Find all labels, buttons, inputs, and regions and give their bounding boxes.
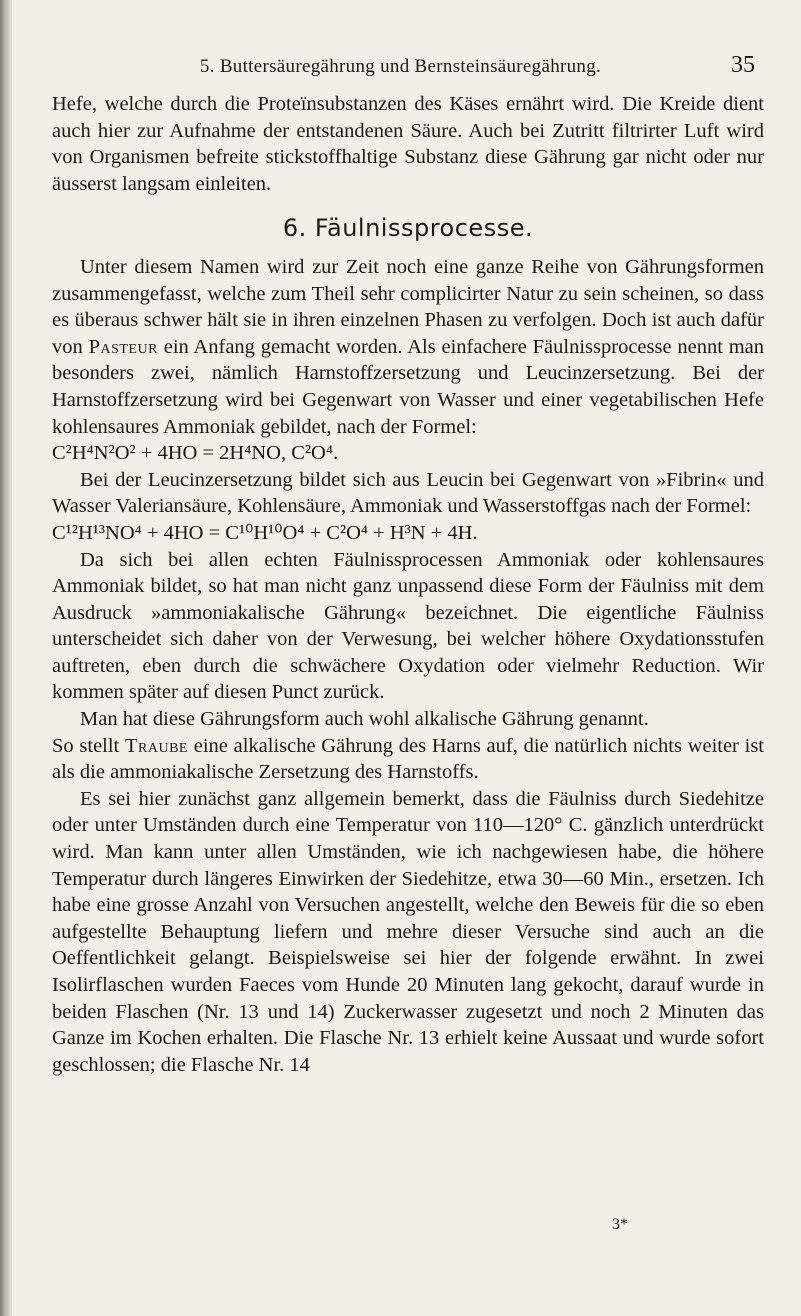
running-title: 5. Buttersäuregährung und Bernsteinsäuregährung. <box>199 56 602 77</box>
paragraph-intro <box>52 254 764 440</box>
page-number: 35 <box>731 52 755 78</box>
paragraph-traube <box>52 733 764 786</box>
formula-leucin: C¹²H¹³NO⁴ + 4HO = C¹⁰H¹⁰O⁴ + C²O⁴ + H³N + 4H. <box>52 521 478 544</box>
paragraph-siedehitze: Es sei hier zunächst ganz allgemein bemerkt, dass die Fäulniss durch Siedehitze oder unter Umständen durch eine Temperatur von 110—120° C. gänzlich unterdrückt wird. Man kann unter allen Umständen, wie ich nachgewiesen habe, die höhere Temperatur durch längeres Einwirken der Siedehitze, etwa 30—60 Min., ersetzen. Ich habe eine grosse Anzahl von Versuchen angestellt, welche den Beweis für die so eben aufgestellte Behauptung liefern und mehre dieser Versuche sind auch an die Oeffentlichkeit gelangt. Beispielsweise sei hier der folgende erwähnt. In zwei Isolirflaschen wurden Faeces vom Hunde 20 Minuten lang gekocht, darauf wurde in beiden Flaschen (Nr. 13 und 14) Zuckerwasser zugesetzt und noch 2 Minuten das Ganze im Kochen erhalten. Die Flasche Nr. 13 erhielt keine Aussaat und wurde sofort geschlossen; die Flasche Nr. 14 <box>52 787 764 1076</box>
paragraph-leucin: Bei der Leucinzersetzung bildet sich aus Leucin bei Gegenwart von »Fibrin« und Wasser Valeriansäure, Kohlensäure, Ammoniak und Wasserstoffgas nach der Formel: <box>52 468 764 518</box>
paragraph-text: eine alkalische Gährung des Harns auf, die natürlich nichts weiter ist als die ammoniakalische Zersetzung des Harnstoffs. <box>52 734 764 784</box>
author-name-traube: Traube <box>125 734 188 757</box>
author-name-pasteur: Pasteur <box>88 335 158 358</box>
formula-harnstoff: C²H⁴N²O² + 4HO = 2H⁴NO, C²O⁴. <box>52 442 339 465</box>
paragraph-continuation: Hefe, welche durch die Proteïnsubstanzen des Käses ernährt wird. Die Kreide dient auch hier zur Aufnahme der entstandenen Säure. Auch bei Zutritt filtrirter Luft wird von Organismen befreite stickstoffhaltige Substanz diese Gährung gar nicht oder nur äusserst langsam einleiten. <box>52 93 764 195</box>
paragraph-text: ein Anfang gemacht worden. Als einfachere Fäulnissprocesse nennt man besonders zwei, nämlich Harnstoffzersetzung und Leucinzersetzung. Bei der Harnstoffzersetzung wird bei Gegenwart von Wasser und einer vegetabilischen Hefe kohlensaures Ammoniak gebildet, nach der Formel: <box>52 335 765 438</box>
page-header <box>0 50 801 84</box>
paragraph-text: So stellt <box>52 734 125 757</box>
paragraph-text: Unter diesem Namen wird zur Zeit noch eine ganze Reihe von Gährungsformen zusammengefasst, welche zum Theil sehr complicirter Natur zu sein scheinen, so dass es überaus schwer hält sie in ihren einzelnen Phasen zu verfolgen. Doch ist auch dafür von <box>52 255 764 358</box>
section-heading: 6. Fäulnissprocesse. <box>282 214 534 243</box>
paragraph-alkalische: Man hat diese Gährungsform auch wohl alkalische Gährung genannt. <box>80 708 649 731</box>
paragraph-ammoniak: Da sich bei allen echten Fäulnissprocessen Ammoniak oder kohlensaures Ammoniak bildet, so hat man nicht ganz unpassend diese Form der Fäulniss mit dem Ausdruck »ammoniakalische Gährung« bezeichnet. Die eigentliche Fäulniss unterscheidet sich daher von der Verwesung, bei welcher höhere Oxydationsstufen auftreten, eben durch die schwächere Oxydation oder vielmehr Reduction. Wir kommen später auf diesen Punct zurück. <box>52 548 764 704</box>
page-gutter-shadow <box>0 0 12 1316</box>
sheet-signature: 3* <box>612 1216 628 1233</box>
body-text <box>52 91 764 1078</box>
